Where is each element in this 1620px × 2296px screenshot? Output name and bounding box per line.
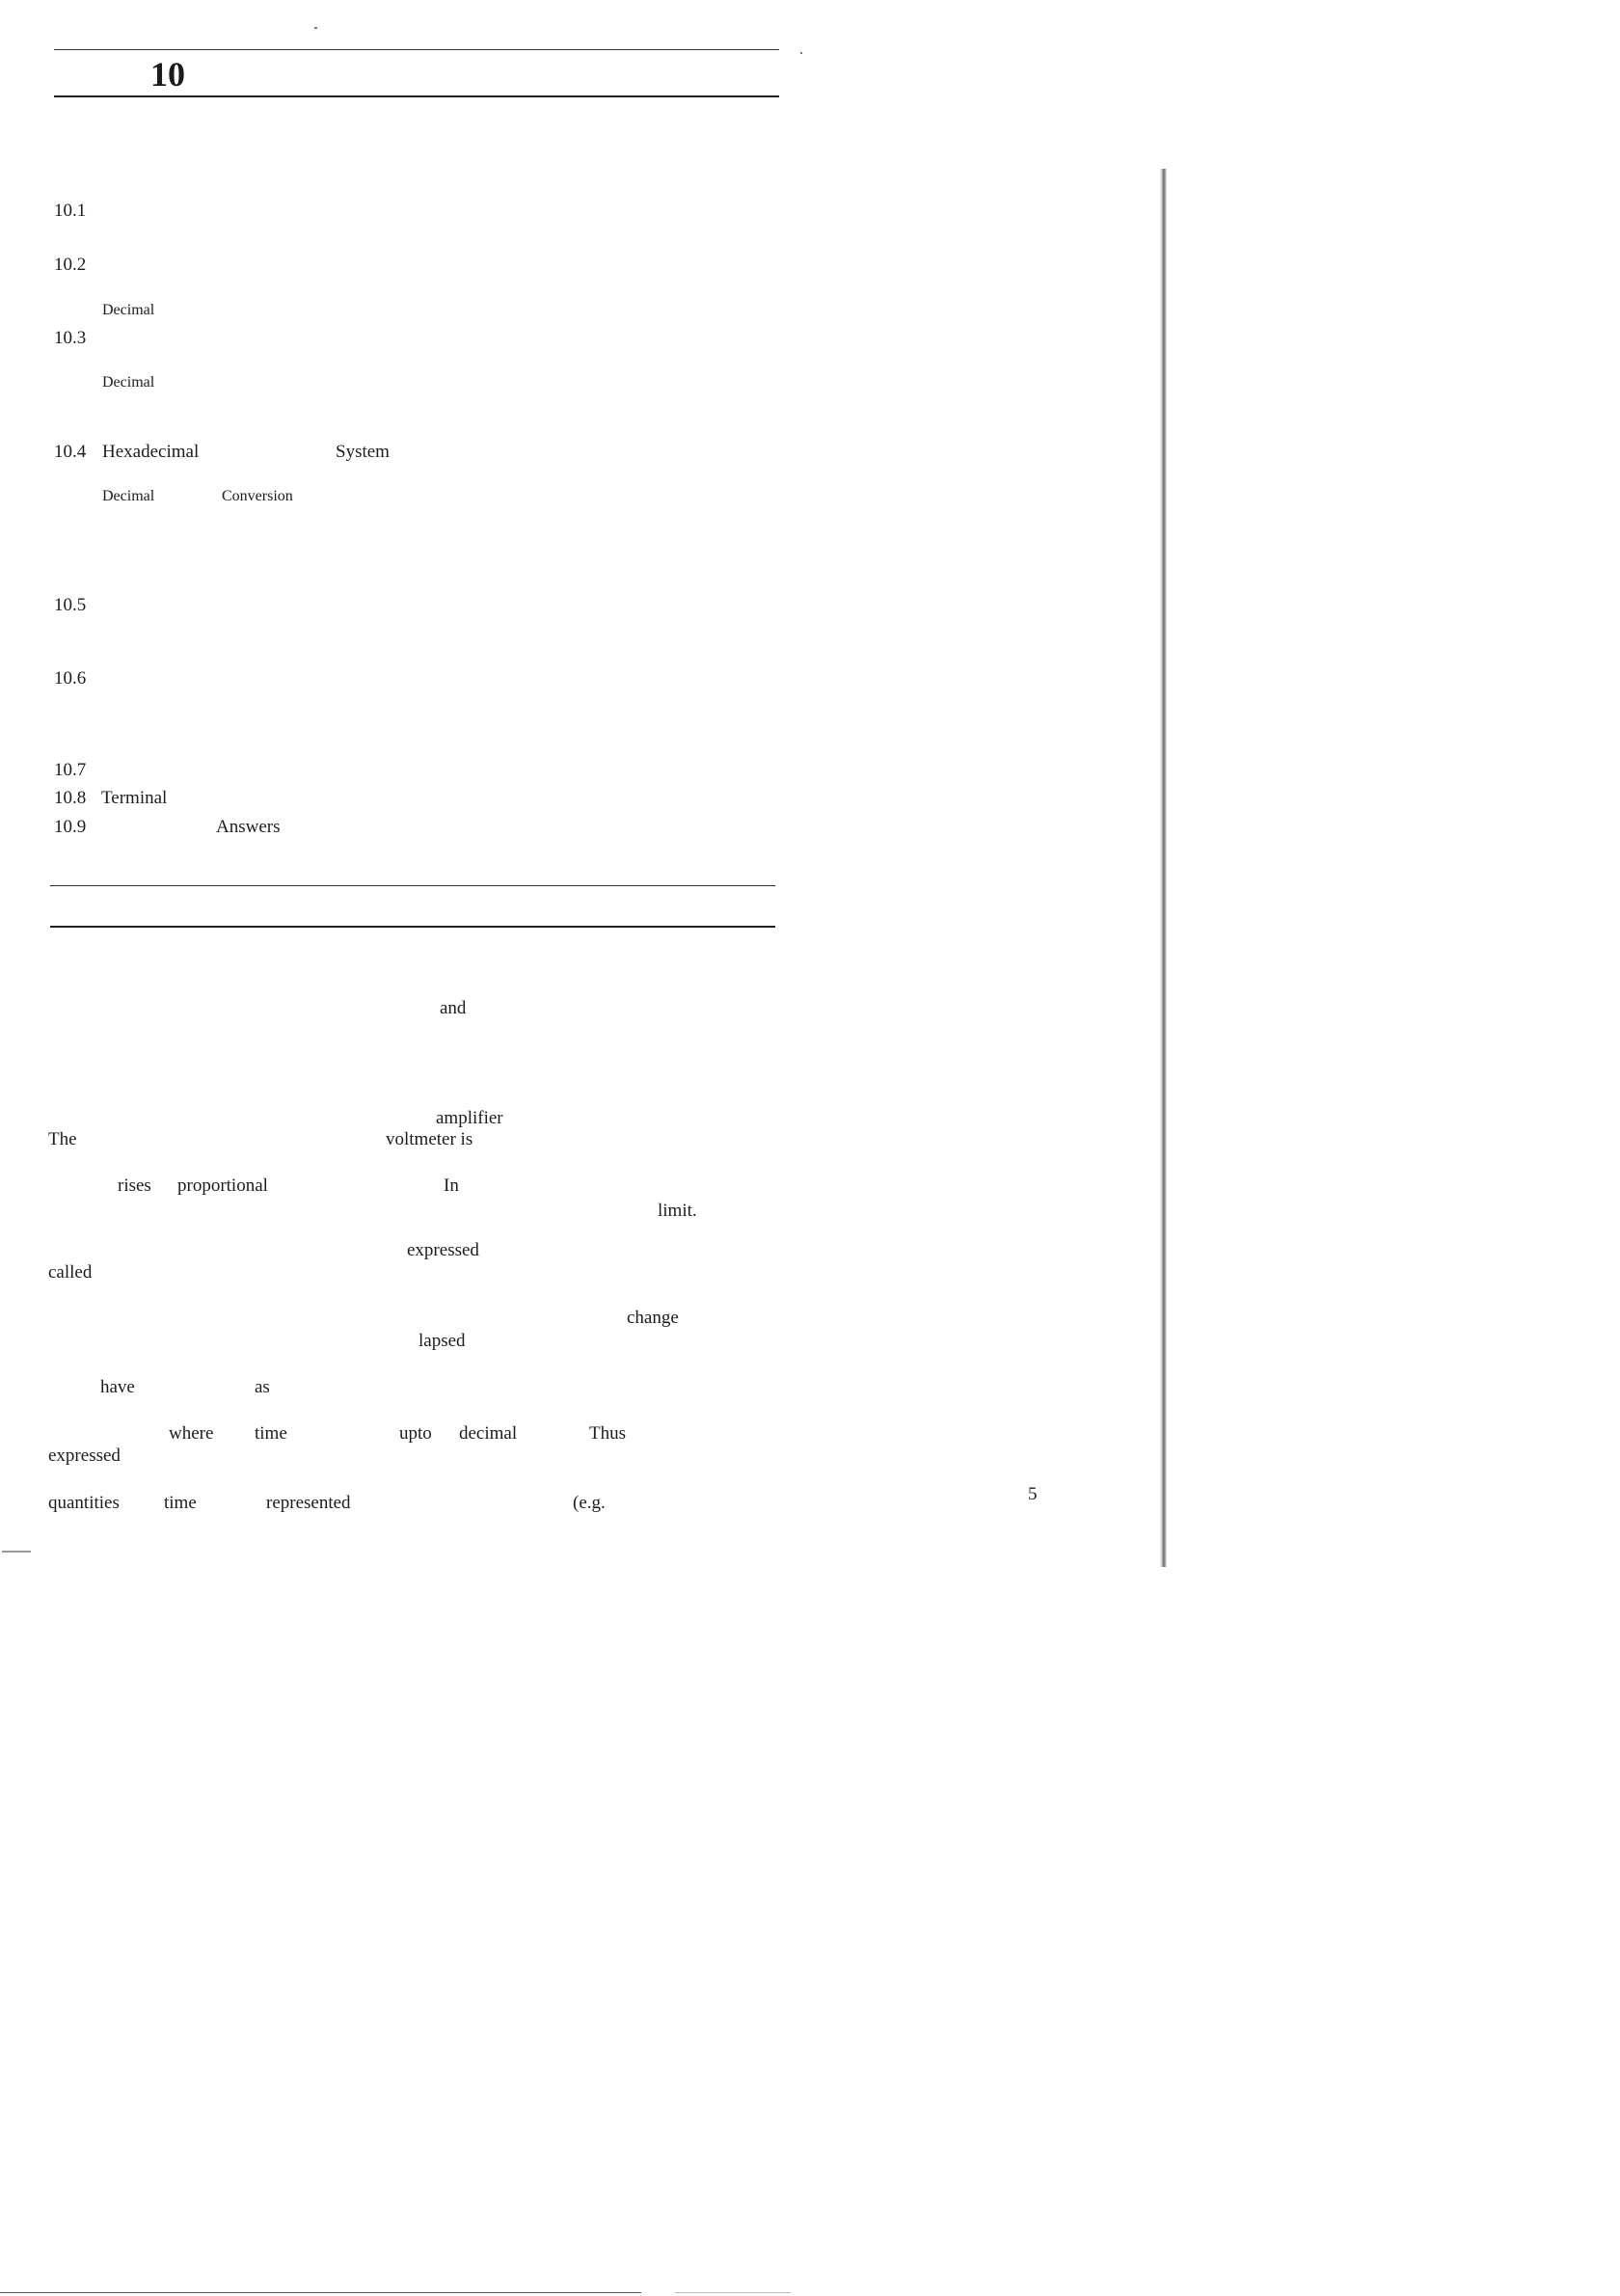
body-word: voltmeter is — [386, 1129, 473, 1149]
contents-number: 10.9 — [54, 817, 87, 837]
scan-edge — [1160, 169, 1167, 1567]
body-word: where — [169, 1423, 214, 1444]
body-word: The — [48, 1129, 77, 1149]
chapter-number: 10 — [150, 55, 185, 94]
scan-bottom-line — [0, 2292, 641, 2293]
contents-number: 10.3 — [54, 328, 87, 348]
body-word: change — [627, 1308, 679, 1328]
body-word: expressed — [48, 1445, 121, 1466]
body-word: decimal — [459, 1423, 518, 1444]
contents-number: 10.7 — [54, 760, 87, 780]
body-word: time — [255, 1423, 287, 1444]
contents-number: 10.2 — [54, 255, 87, 275]
section-rule — [50, 885, 775, 886]
body-word: Thus — [589, 1423, 626, 1444]
contents-number: 10.1 — [54, 201, 87, 221]
contents-item-label: Hexadecimal — [102, 442, 200, 462]
contents-subitem-label: Decimal — [102, 488, 155, 504]
contents-number: 10.4 — [54, 442, 87, 462]
contents-number: 10.6 — [54, 668, 87, 689]
scan-speck — [675, 2292, 791, 2293]
contents-number: 10.8 — [54, 788, 87, 808]
contents-subitem-label: Conversion — [222, 488, 293, 504]
body-word: (e.g. — [573, 1493, 606, 1513]
body-word: lapsed — [418, 1331, 466, 1351]
contents-item-label: Terminal — [101, 788, 168, 808]
section-rule — [50, 926, 775, 928]
body-word: called — [48, 1262, 93, 1283]
body-word: proportional — [177, 1175, 268, 1196]
body-word: rises — [118, 1175, 151, 1196]
scan-speck — [800, 52, 802, 54]
body-word: and — [440, 998, 467, 1018]
scan-speck — [314, 27, 317, 29]
body-word: expressed — [407, 1240, 479, 1260]
body-word: upto — [399, 1423, 432, 1444]
contents-subitem-label: Decimal — [102, 374, 155, 391]
body-word: have — [100, 1377, 135, 1397]
contents-subitem-label: Decimal — [102, 302, 155, 318]
body-word: as — [255, 1377, 270, 1397]
body-word: amplifier — [436, 1108, 503, 1128]
contents-item-label: System — [336, 442, 390, 462]
body-word: time — [164, 1493, 197, 1513]
body-word: represented — [266, 1493, 351, 1513]
header-bottom-rule — [54, 95, 779, 97]
contents-item-label: Answers — [216, 817, 281, 837]
header-top-rule — [54, 49, 779, 50]
contents-number: 10.5 — [54, 595, 87, 615]
body-word: quantities — [48, 1493, 120, 1513]
body-word: In — [444, 1175, 459, 1196]
body-word: limit. — [658, 1201, 697, 1221]
scan-speck — [2, 1551, 31, 1553]
page-number: 5 — [1028, 1484, 1038, 1504]
